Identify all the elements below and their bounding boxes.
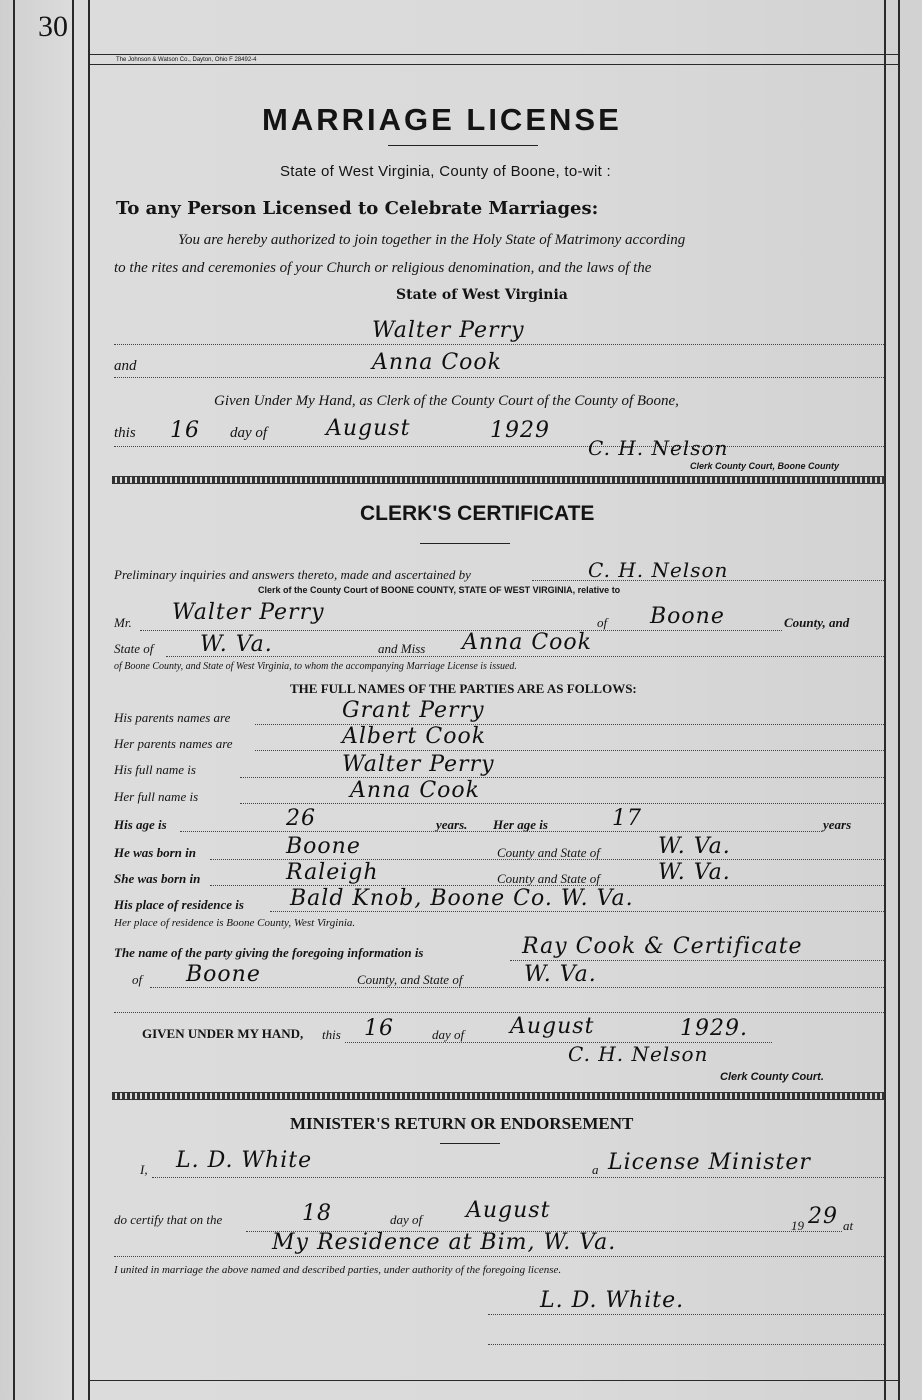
her-age-value: 17 [612, 806, 642, 831]
minister-year: 29 [808, 1204, 838, 1229]
border-line [88, 0, 90, 1400]
printer-imprint: The Johnson & Watson Co., Dayton, Ohio F 28492-4 [116, 57, 257, 63]
he-born-state: W. Va. [658, 834, 731, 859]
year-prefix: 19 [791, 1218, 804, 1233]
county-state-label-2: County and State of [497, 871, 600, 886]
cert-clerk-signature: C. H. Nelson [568, 1042, 709, 1066]
of2-state: W. Va. [524, 962, 597, 987]
mr-value: Walter Perry [172, 600, 325, 625]
fill-line [114, 377, 884, 378]
fill-line [488, 1344, 884, 1345]
his-full-label: His full name is [114, 762, 196, 777]
fill-line [532, 580, 884, 581]
of2-value: Boone [186, 962, 261, 987]
fill-line [140, 630, 782, 631]
fill-line [114, 1256, 884, 1257]
issued-note: of Boone County, and State of West Virginia, to whom the accompanying Marriage License is issued. [114, 661, 517, 672]
groom-name: Walter Perry [372, 318, 525, 343]
his-full-value: Walter Perry [342, 752, 495, 777]
his-age-label: His age is [114, 817, 167, 832]
ornament-rule [440, 1143, 500, 1144]
state-of-label: State of [114, 641, 154, 656]
her-full-value: Anna Cook [350, 778, 480, 803]
section-divider [112, 476, 884, 484]
informant-value: Ray Cook & Certificate [522, 934, 803, 959]
fill-line [180, 831, 822, 832]
and-label: and [114, 358, 137, 374]
fill-line [150, 987, 884, 988]
years2-label: years [823, 817, 852, 832]
county-and-label: County, and [784, 615, 850, 630]
license-address: To any Person Licensed to Celebrate Marriages: [116, 198, 599, 219]
fill-line [270, 911, 884, 912]
her-age-label: Her age is [493, 817, 548, 832]
united-note: I united in marriage the above named and described parties, under authority of the foregoing license. [114, 1264, 562, 1276]
given-label: GIVEN UNDER MY HAND, [142, 1026, 304, 1041]
fill-line [488, 1314, 884, 1315]
minister-title: MINISTER'S RETURN OR ENDORSEMENT [290, 1114, 634, 1133]
license-month: August [326, 416, 411, 441]
his-parents-value: Grant Perry [342, 698, 485, 723]
he-born-label: He was born in [114, 845, 196, 860]
license-body-line-1: You are hereby authorized to join together in the Holy State of Matrimony according [178, 232, 686, 248]
her-parents-value: Albert Cook [342, 724, 487, 749]
county-state-of-label: County, and State of [357, 972, 463, 987]
license-body-line-3: State of West Virginia [396, 287, 568, 303]
of-value: Boone [650, 604, 725, 629]
he-born-value: Boone [286, 834, 361, 859]
top-rule [88, 64, 898, 65]
fill-line [240, 803, 884, 804]
mr-label: Mr. [114, 615, 132, 630]
his-residence-value: Bald Knob, Boone Co. W. Va. [290, 886, 634, 911]
day-of2-label: day of [432, 1027, 465, 1042]
border-line [884, 0, 886, 1400]
bottom-rule [88, 1380, 898, 1381]
this-label: this [114, 425, 136, 441]
clerk-signature: C. H. Nelson [588, 436, 729, 460]
her-full-label: Her full name is [114, 789, 199, 804]
a-label: a [592, 1162, 599, 1177]
license-body-line-2: to the rites and ceremonies of your Church or religious denomination, and the laws of the [114, 260, 652, 276]
of2-label: of [132, 972, 143, 987]
ceremony-place: My Residence at Bim, W. Va. [272, 1230, 617, 1255]
license-state-line: State of West Virginia, County of Boone, to-wit : [280, 163, 611, 180]
ornament-rule [388, 145, 538, 146]
ornament-rule [420, 543, 510, 544]
fill-line [114, 344, 884, 345]
border-line [72, 0, 74, 1400]
years-label: years. [436, 817, 468, 832]
fill-line [114, 1012, 884, 1013]
her-residence-note: Her place of residence is Boone County, West Virginia. [114, 917, 356, 929]
state-of-value: W. Va. [200, 632, 273, 657]
day-of3-label: day of [390, 1212, 423, 1227]
cert-day: 16 [364, 1016, 394, 1041]
his-parents-label: His parents names are [114, 710, 231, 725]
cert-clerk-caption: Clerk County Court. [720, 1071, 824, 1083]
i-label: I, [140, 1162, 148, 1177]
full-names-heading: THE FULL NAMES OF THE PARTIES ARE AS FOLLOWS: [290, 681, 637, 696]
day-of-label: day of [230, 425, 268, 441]
license-day: 16 [170, 418, 200, 443]
this2-label: this [322, 1027, 341, 1042]
certify-label: do certify that on the [114, 1212, 223, 1227]
she-born-label: She was born in [114, 871, 201, 886]
top-rule [88, 54, 898, 55]
border-line [898, 0, 900, 1400]
prelim-value: C. H. Nelson [588, 558, 729, 582]
clerk-certificate-title: CLERK'S CERTIFICATE [360, 502, 595, 525]
minister-month: August [466, 1198, 551, 1223]
her-parents-label: Her parents names are [114, 736, 233, 751]
fill-line [166, 656, 884, 657]
clerk-caption: Clerk County Court, Boone County [690, 461, 839, 471]
fill-line [152, 1177, 884, 1178]
minister-day: 18 [302, 1201, 332, 1226]
cert-year: 1929. [680, 1016, 748, 1041]
miss-value: Anna Cook [462, 630, 592, 655]
county-state-label: County and State of [497, 845, 600, 860]
and-miss-label: and Miss [378, 641, 426, 656]
informant-label: The name of the party giving the foregoing information is [114, 945, 424, 960]
she-born-value: Raleigh [286, 860, 379, 885]
minister-name: L. D. White [176, 1148, 313, 1173]
minister-signature: L. D. White. [540, 1288, 685, 1313]
border-line [13, 0, 15, 1400]
license-title: MARRIAGE LICENSE [262, 102, 622, 137]
clerk-note: Clerk of the County Court of BOONE COUNTY, STATE OF WEST VIRGINIA, relative to [258, 585, 621, 595]
fill-line [510, 960, 884, 961]
fill-line [240, 777, 884, 778]
prelim-label: Preliminary inquiries and answers thereto, made and ascertained by [114, 567, 471, 582]
at-label: at [843, 1218, 854, 1233]
fill-line [114, 446, 884, 447]
license-year: 1929 [490, 418, 550, 443]
of-label: of [597, 615, 608, 630]
his-residence-label: His place of residence is [114, 897, 244, 912]
given-line: Given Under My Hand, as Clerk of the County Court of the County of Boone, [214, 393, 679, 409]
bride-name: Anna Cook [372, 350, 502, 375]
page-number: 30 [38, 10, 68, 43]
she-born-state: W. Va. [658, 860, 731, 885]
his-age-value: 26 [286, 806, 316, 831]
cert-month: August [510, 1014, 595, 1039]
fill-line [255, 750, 884, 751]
minister-role: License Minister [608, 1150, 811, 1175]
section-divider [112, 1092, 884, 1100]
